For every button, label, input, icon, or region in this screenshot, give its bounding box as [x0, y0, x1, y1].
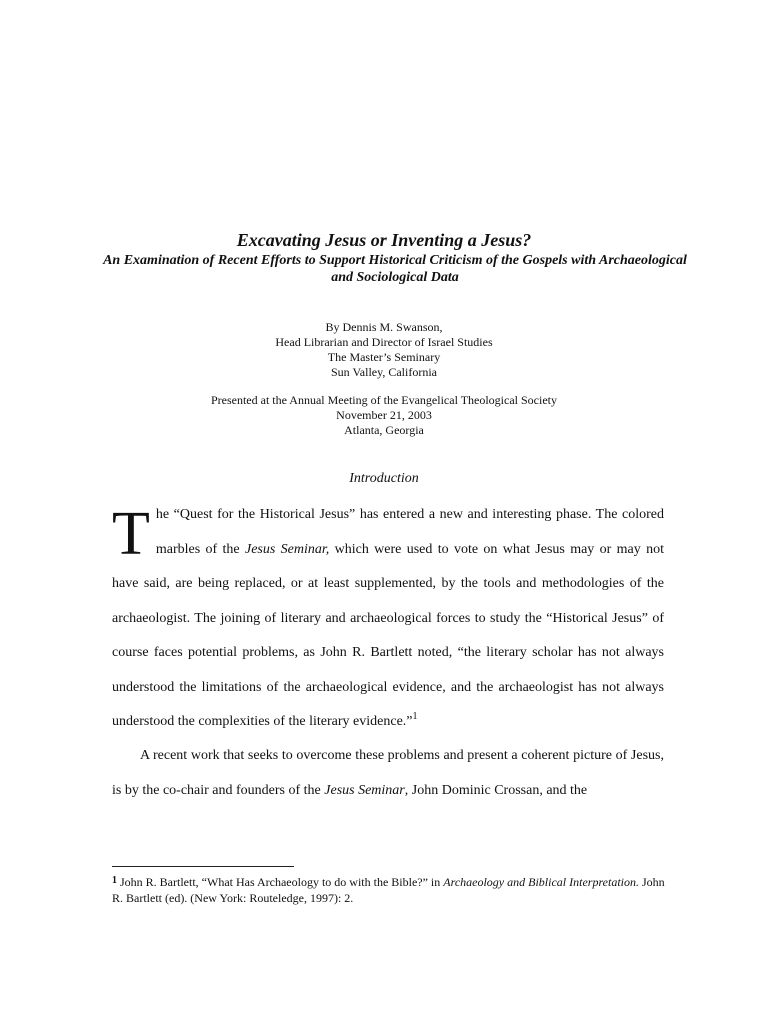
presentation-date: November 21, 2003: [336, 408, 432, 422]
document-title: Excavating Jesus or Inventing a Jesus?: [236, 230, 532, 250]
document-subtitle: An Examination of Recent Efforts to Support Historical Criticism of the Gospels with Archaeological and Sociological Data: [103, 253, 687, 285]
author-position: Head Librarian and Director of Israel Studies: [275, 335, 493, 349]
paragraph-text: , John Dominic Crossan, and the: [404, 782, 588, 798]
footnote-number: 1: [112, 875, 117, 886]
footnote-italic-text: Archaeology and Biblical Interpretation.: [443, 875, 640, 889]
paragraph-text: he “Quest for the Historical Jesus” has entered a new and interesting phase. The colored marbles of the: [155, 507, 664, 557]
footnote-text: John R. Bartlett, “What Has Archaeology to do with the Bible?” in: [117, 875, 444, 889]
footnote-1: [112, 873, 672, 906]
presentation-event: Presented at the Annual Meeting of the Evangelical Theological Society: [210, 393, 557, 407]
paragraph-italic-text: Jesus Seminar: [324, 782, 405, 798]
section-heading-introduction: Introduction: [349, 471, 419, 486]
author-byline: By Dennis M. Swanson,: [325, 320, 443, 334]
author-block: [0, 320, 768, 380]
drop-cap: T: [112, 500, 150, 568]
presentation-block: [0, 393, 768, 438]
footnote-reference[interactable]: 1: [412, 711, 418, 722]
footnote-divider: [112, 866, 294, 867]
author-location: Sun Valley, California: [331, 365, 437, 379]
body-paragraph-2: [112, 739, 664, 808]
presentation-location: Atlanta, Georgia: [344, 423, 424, 437]
paragraph-text: which were used to vote on what Jesus may or may not have said, are being replaced, or at least supplemented, by the tools and methodologies of the archaeologist. The joining of literary and archaeological forces to study the “Historical Jesus” of course faces potential problems, as John R. Bartlett noted, “the literary scholar has not always understood the limitations of the archaeological evidence, and the archaeologist has not always understood the complexities of the literary evidence.”: [112, 541, 664, 729]
footnote-text: John R. Bartlett (ed). (New York: Routeledge, 1997): 2.: [112, 875, 665, 905]
paragraph-text: A recent work that seeks to overcome these problems and present a coherent picture of Jesus, is by the co-chair and founders of the: [112, 748, 664, 798]
paragraph-italic-text: Jesus Seminar,: [245, 541, 330, 557]
body-paragraph-1: [112, 498, 664, 740]
author-institution: The Master’s Seminary: [327, 350, 441, 364]
